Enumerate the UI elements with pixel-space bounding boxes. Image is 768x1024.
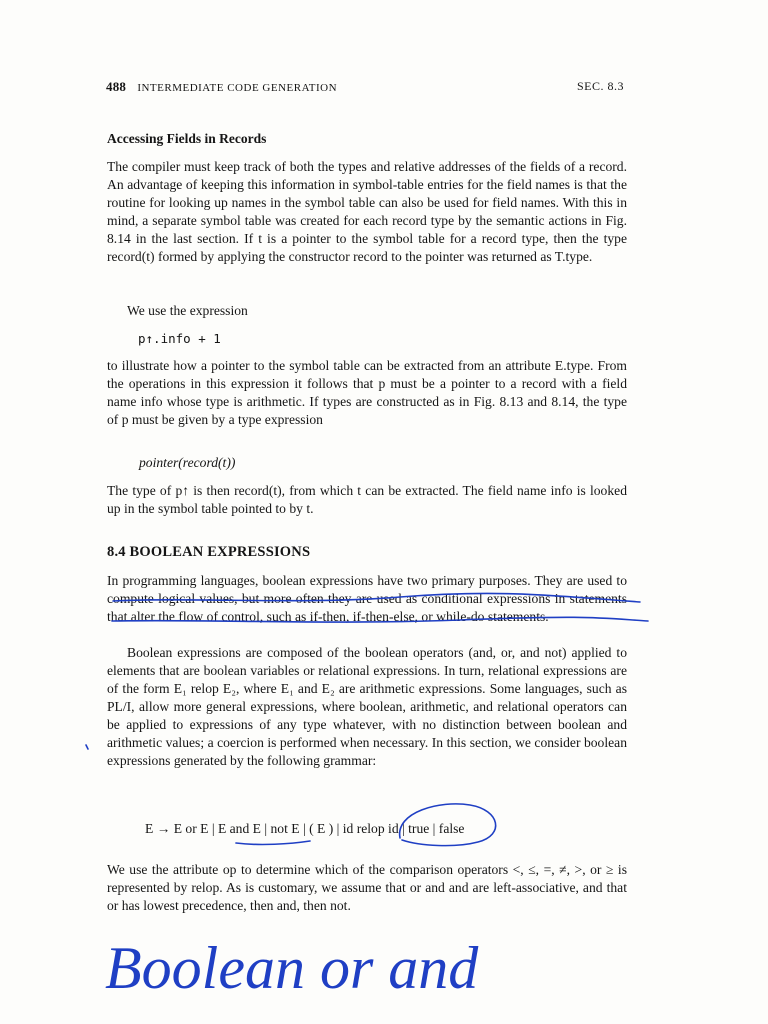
grammar-production: E → E or E | E and E | not E | ( E ) | id relop id | true | false [145,821,465,836]
running-title: INTERMEDIATE CODE GENERATION [137,82,338,94]
paragraph-relop-attribute: We use the attribute op to determine which of the comparison operators <, ≤, =, ≠, >, or ≥ is represented by relop. As is customary, we assume that or and and are left-associative, and that or has lowest precedence, then and, then not. [107,862,627,913]
paragraph-boolean-purposes: In programming languages, boolean expressions have two primary purposes. They are used to compute logical values, but more often they are used as conditional expressions in statements that alter the flow of control, such as if-then, if-then-else, or while-do statements. [107,573,627,624]
paragraph-boolean-operators: Boolean expressions are composed of the boolean operators (and, or, and not) applied to elements that are boolean variables or relational expressions. In turn, relational expressions are of the form E₁ relop E₂, where E₁ and E₂ are arithmetic expressions. Some languages, such as PL/I, allow more general expressions, where boolean, arithmetic, and relational operators can be applied to expressions of any type whatever, with no distinction between boolean and arithmetic values; a coercion is performed when necessary. In this section, we consider boolean expressions generated by the following grammar: [107,645,627,768]
paragraph-expression-intro: We use the expression [127,303,248,318]
handwritten-note [100,922,550,1012]
type-expression: pointer(record(t)) [139,455,236,470]
code-expression: p↑.info + 1 [138,331,221,346]
handwritten-text: Boolean or and [105,935,479,1001]
margin-tick [86,745,88,749]
running-header [106,79,626,95]
section-marker: SEC. 8.3 [576,79,624,93]
underline-mark-3 [236,841,310,844]
subsection-title: Accessing Fields in Records [107,131,267,146]
page-number: 488 [106,79,127,94]
paragraph-record-fields: The compiler must keep track of both the types and relative addresses of the fields of a record. An advantage of keeping this information in symbol-table entries for the field names is that the routine for looking up names in the symbol table can also be used for field names. With this in mind, a separate symbol table was created for each record type by the semantic actions in Fig. 8.14 in the last section. If t is a pointer to the symbol table for a record type, then the type record(t) formed by applying the constructor record to the pointer was returned as T.type. [107,159,627,264]
paragraph-pointer-extraction: to illustrate how a pointer to the symbol table can be extracted from an attribute E.type. From the operations in this expression it follows that p must be a pointer to a record with a field name info whose type is arithmetic. If types are constructed as in Fig. 8.13 and 8.14, the type of p must be given by a type expression [107,358,627,427]
paragraph-field-lookup: The type of p↑ is then record(t), from which t can be extracted. The field name info is looked up in the symbol table pointed to by t. [107,483,627,516]
section-title: 8.4 BOOLEAN EXPRESSIONS [107,544,311,560]
